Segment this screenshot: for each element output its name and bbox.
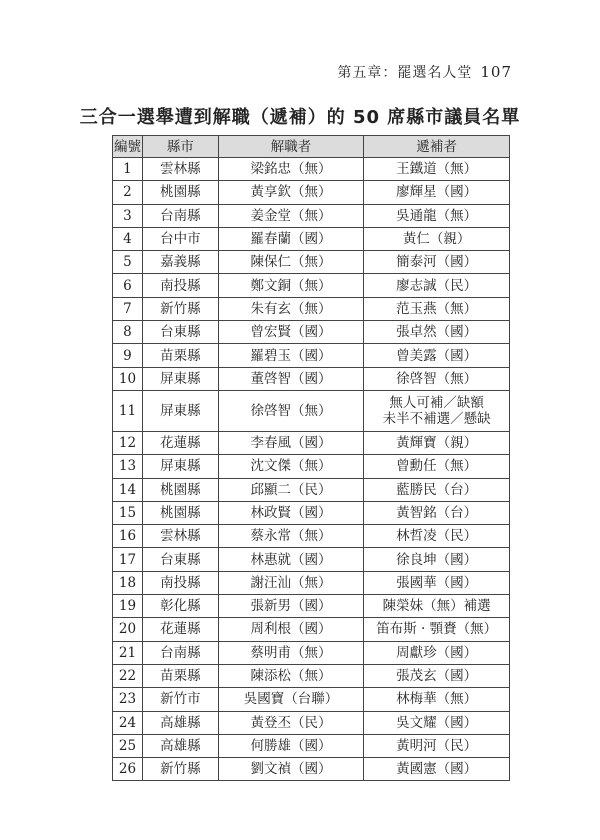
running-head: [337, 62, 512, 82]
row-dismissed: 姜金堂（無）: [218, 204, 364, 227]
header-number: 編號: [113, 136, 143, 158]
row-replacement: 吳文耀（國）: [364, 711, 510, 734]
row-dismissed: 羅碧玉（國）: [218, 344, 364, 367]
row-number: 15: [113, 501, 143, 524]
row-replacement: 周獻珍（國）: [364, 641, 510, 664]
page-title: 三合一選舉遭到解職（遞補）的 50 席縣市議員名單: [79, 107, 521, 128]
row-dismissed: 蔡永常（無）: [218, 525, 364, 548]
row-county: 南投縣: [142, 274, 218, 297]
table-row: [113, 181, 510, 204]
row-number: 1: [113, 158, 143, 181]
row-dismissed: 張新男（國）: [218, 595, 364, 618]
table-row: [113, 478, 510, 501]
row-dismissed: 徐啓智（無）: [218, 390, 364, 431]
row-number: 19: [113, 595, 143, 618]
row-number: 18: [113, 571, 143, 594]
row-county: 屏東縣: [142, 455, 218, 478]
table-row: [113, 321, 510, 344]
row-number: 3: [113, 204, 143, 227]
row-county: 嘉義縣: [142, 251, 218, 274]
table-row: [113, 367, 510, 390]
row-county: 台東縣: [142, 548, 218, 571]
table-row: [113, 664, 510, 687]
table-row: [113, 571, 510, 594]
row-dismissed: 鄭文銅（無）: [218, 274, 364, 297]
row-number: 16: [113, 525, 143, 548]
row-number: 2: [113, 181, 143, 204]
table-row: [113, 595, 510, 618]
councilor-table: [112, 135, 510, 781]
row-dismissed: 邱顯二（民）: [218, 478, 364, 501]
row-dismissed: 李春風（國）: [218, 431, 364, 454]
row-county: 花蓮縣: [142, 431, 218, 454]
row-replacement: 張卓然（國）: [364, 321, 510, 344]
row-replacement: 曾美露（國）: [364, 344, 510, 367]
row-dismissed: 林惠就（國）: [218, 548, 364, 571]
table-row: [113, 431, 510, 454]
table-row: [113, 758, 510, 781]
row-replacement: 廖輝星（國）: [364, 181, 510, 204]
row-county: 苗栗縣: [142, 344, 218, 367]
row-county: 南投縣: [142, 571, 218, 594]
table-header-row: [113, 136, 510, 158]
row-number: 22: [113, 664, 143, 687]
row-dismissed: 沈文傑（無）: [218, 455, 364, 478]
row-number: 6: [113, 274, 143, 297]
row-county: 花蓮縣: [142, 618, 218, 641]
row-replacement: 徐啓智（無）: [364, 367, 510, 390]
row-county: 新竹縣: [142, 297, 218, 320]
row-dismissed: 羅春蘭（國）: [218, 227, 364, 250]
table-row: [113, 455, 510, 478]
row-replacement: 張茂玄（國）: [364, 664, 510, 687]
row-county: 台東縣: [142, 321, 218, 344]
row-county: 新竹市: [142, 688, 218, 711]
row-replacement: 藍勝民（台）: [364, 478, 510, 501]
row-number: 26: [113, 758, 143, 781]
row-replacement: 王鐵道（無）: [364, 158, 510, 181]
row-dismissed: 陳添松（無）: [218, 664, 364, 687]
row-county: 台南縣: [142, 641, 218, 664]
row-county: 高雄縣: [142, 711, 218, 734]
row-number: 9: [113, 344, 143, 367]
table-row: [113, 227, 510, 250]
row-number: 25: [113, 734, 143, 757]
row-replacement: 曾勳任（無）: [364, 455, 510, 478]
row-number: 21: [113, 641, 143, 664]
table-row: [113, 548, 510, 571]
row-dismissed: 吳國寶（台聯）: [218, 688, 364, 711]
row-replacement: 徐良坤（國）: [364, 548, 510, 571]
replacement-line: 未半不補選／懸缺: [382, 410, 491, 427]
row-number: 12: [113, 431, 143, 454]
table-row: [113, 297, 510, 320]
row-number: 24: [113, 711, 143, 734]
row-replacement: 林梅華（無）: [364, 688, 510, 711]
table-row: [113, 734, 510, 757]
chapter-title: 第五章：罷選名人堂: [337, 65, 473, 81]
row-number: 5: [113, 251, 143, 274]
row-dismissed: 董啓智（國）: [218, 367, 364, 390]
row-replacement: 陳榮妹（無）補選: [364, 595, 510, 618]
row-number: 4: [113, 227, 143, 250]
row-dismissed: 蔡明甫（無）: [218, 641, 364, 664]
row-replacement: 黃國憲（國）: [364, 758, 510, 781]
row-county: 雲林縣: [142, 158, 218, 181]
row-number: 8: [113, 321, 143, 344]
row-number: 10: [113, 367, 143, 390]
row-dismissed: 曾宏賢（國）: [218, 321, 364, 344]
row-dismissed: 謝汪汕（無）: [218, 571, 364, 594]
row-dismissed: 梁銘忠（無）: [218, 158, 364, 181]
replacement-line: 無人可補／缺額: [389, 394, 484, 411]
table-row: [113, 158, 510, 181]
table-body: [113, 158, 510, 781]
table-row: [113, 390, 510, 431]
row-county: 桃園縣: [142, 181, 218, 204]
row-replacement: 黃仁（親）: [364, 227, 510, 250]
header-dismissed: 解職者: [218, 136, 364, 158]
row-county: 苗栗縣: [142, 664, 218, 687]
header-replacement: 遞補者: [364, 136, 510, 158]
table-row: [113, 204, 510, 227]
row-number: 20: [113, 618, 143, 641]
table-row: [113, 641, 510, 664]
row-county: 台南縣: [142, 204, 218, 227]
row-replacement: 簡泰河（國）: [364, 251, 510, 274]
row-county: 屏東縣: [142, 390, 218, 431]
row-replacement: [364, 390, 510, 431]
table-row: [113, 274, 510, 297]
page-number: 107: [480, 63, 512, 81]
row-number: 23: [113, 688, 143, 711]
row-replacement: 黃輝寶（親）: [364, 431, 510, 454]
table-row: [113, 711, 510, 734]
row-county: 雲林縣: [142, 525, 218, 548]
row-dismissed: 朱有玄（無）: [218, 297, 364, 320]
row-county: 桃園縣: [142, 478, 218, 501]
row-replacement: 黃明河（民）: [364, 734, 510, 757]
row-replacement: 范玉燕（無）: [364, 297, 510, 320]
row-dismissed: 劉文禎（國）: [218, 758, 364, 781]
row-number: 17: [113, 548, 143, 571]
row-replacement: 笛布斯 · 顎賚（無）: [364, 618, 510, 641]
row-dismissed: 何勝雄（國）: [218, 734, 364, 757]
header-county: 縣市: [142, 136, 218, 158]
row-dismissed: 黃享欽（無）: [218, 181, 364, 204]
row-county: 桃園縣: [142, 501, 218, 524]
row-county: 台中市: [142, 227, 218, 250]
row-replacement: 吳通龍（無）: [364, 204, 510, 227]
row-number: 13: [113, 455, 143, 478]
row-dismissed: 陳保仁（無）: [218, 251, 364, 274]
row-number: 14: [113, 478, 143, 501]
table-row: [113, 344, 510, 367]
row-county: 高雄縣: [142, 734, 218, 757]
row-replacement: 廖志誠（民）: [364, 274, 510, 297]
row-number: 7: [113, 297, 143, 320]
table-row: [113, 501, 510, 524]
row-number: 11: [113, 390, 143, 431]
row-county: 彰化縣: [142, 595, 218, 618]
row-replacement: 張國華（國）: [364, 571, 510, 594]
row-dismissed: 周利根（國）: [218, 618, 364, 641]
table-row: [113, 251, 510, 274]
row-replacement: 林哲凌（民）: [364, 525, 510, 548]
row-replacement: 黃智銘（台）: [364, 501, 510, 524]
row-county: 屏東縣: [142, 367, 218, 390]
row-dismissed: 林政賢（國）: [218, 501, 364, 524]
row-dismissed: 黃登丕（民）: [218, 711, 364, 734]
row-county: 新竹縣: [142, 758, 218, 781]
table-row: [113, 525, 510, 548]
table-row: [113, 688, 510, 711]
table-row: [113, 618, 510, 641]
